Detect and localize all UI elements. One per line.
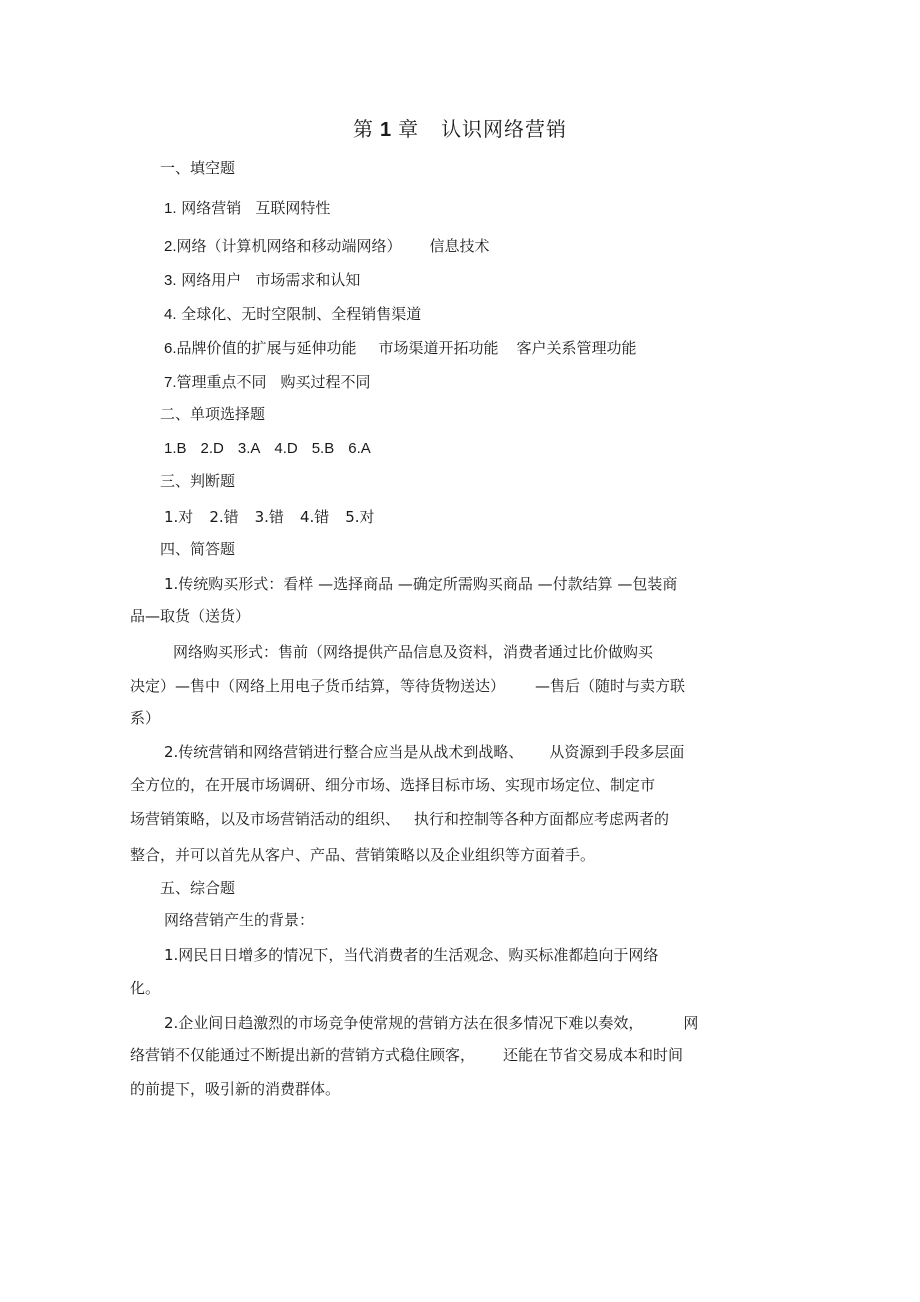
answer: 1.B <box>164 440 187 457</box>
answer: 4.D <box>274 440 298 457</box>
answer: 6.A <box>348 440 371 457</box>
answer: 5.B <box>311 440 335 457</box>
fill-blank-item-7: 7.管理重点不同 购买过程不同 <box>164 373 371 391</box>
answer: 3.错 <box>254 508 284 526</box>
comprehensive-1-line-1: 1.网民日日增多的情况下，当代消费者的生活观念、购买标准都趋向于网络 <box>164 946 659 964</box>
short-answer-2-line-3: 场营销策略，以及市场营销活动的组织、 执行和控制等各种方面都应考虑两者的 <box>130 810 670 828</box>
chapter-prefix: 第 <box>352 117 374 141</box>
short-answer-1-line-2: 品—取货（送货） <box>130 607 251 625</box>
fill-blank-item-3: 3. 网络用户 市场需求和认知 <box>164 271 361 289</box>
answer: 2.错 <box>209 508 239 526</box>
section-heading-true-false: 三、判断题 <box>160 472 236 490</box>
chapter-title <box>0 113 920 142</box>
chapter-suffix: 章 <box>398 117 420 141</box>
comprehensive-2-line-1: 2.企业间日趋激烈的市场竞争使常规的营销方法在很多情况下难以奏效， 网 <box>164 1014 699 1032</box>
comprehensive-1-line-2: 化。 <box>130 979 161 997</box>
short-answer-1b-line-1: 网络购买形式：售前（网络提供产品信息及资料，消费者通过比价做购买 <box>173 643 654 661</box>
short-answer-1b-line-3: 系） <box>130 709 161 727</box>
short-answer-1b-line-2: 决定）—售中（网络上用电子货币结算，等待货物送达） —售后（随时与卖方联 <box>130 677 686 695</box>
fill-blank-item-6: 6.品牌价值的扩展与延伸功能 市场渠道开拓功能 客户关系管理功能 <box>164 339 637 357</box>
short-answer-2-line-4: 整合，并可以首先从客户、产品、营销策略以及企业组织等方面着手。 <box>130 846 596 864</box>
fill-blank-item-2: 2.网络（计算机网络和移动端网络） 信息技术 <box>164 237 490 255</box>
chapter-name: 认识网络营销 <box>441 117 568 141</box>
comprehensive-subheading: 网络营销产生的背景： <box>164 911 315 929</box>
fill-blank-item-4: 4. 全球化、无时空限制、全程销售渠道 <box>164 305 422 323</box>
answer: 3.A <box>237 440 261 457</box>
section-heading-short-answer: 四、简答题 <box>160 540 236 558</box>
answer: 4.错 <box>299 508 330 526</box>
short-answer-1-line-1: 1.传统购买形式：看样 —选择商品 —确定所需购买商品 —付款结算 —包装商 <box>164 575 678 593</box>
section-heading-single-choice: 二、单项选择题 <box>160 405 266 423</box>
short-answer-2-line-2: 全方位的，在开展市场调研、细分市场、选择目标市场、实现市场定位、制定市 <box>130 776 656 794</box>
answer: 2.D <box>200 440 224 457</box>
fill-blank-item-1: 1. 网络营销 互联网特性 <box>164 199 331 217</box>
answer: 1.对 <box>164 508 194 526</box>
chapter-number: 1 <box>379 119 393 141</box>
answer: 5.对 <box>345 508 375 526</box>
true-false-answers <box>164 507 375 527</box>
comprehensive-2-line-2: 络营销不仅能通过不断提出新的营销方式稳住顾客， 还能在节省交易成本和时间 <box>130 1046 684 1064</box>
short-answer-2-line-1: 2.传统营销和网络营销进行整合应当是从战术到战略、 从资源到手段多层面 <box>164 743 685 761</box>
single-choice-answers <box>164 439 371 459</box>
section-heading-fill-blank: 一、填空题 <box>160 159 236 177</box>
section-heading-comprehensive: 五、综合题 <box>160 879 236 897</box>
comprehensive-2-line-3: 的前提下，吸引新的消费群体。 <box>130 1080 341 1098</box>
